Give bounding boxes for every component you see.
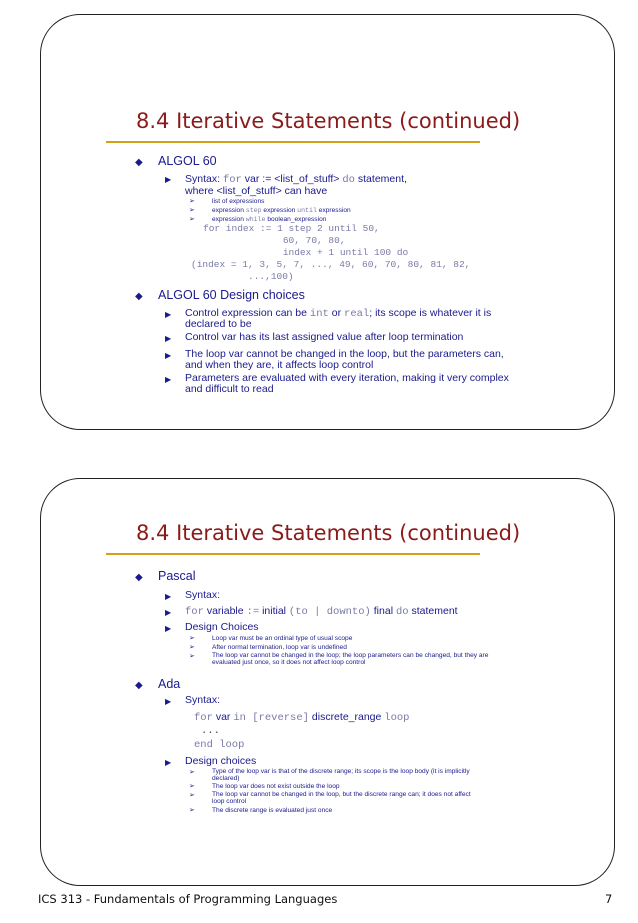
pascal-design-label: Design Choices — [185, 621, 259, 633]
arrow-bullet-icon: ▶ — [165, 310, 172, 319]
diamond-bullet-icon: ◆ — [135, 157, 143, 168]
design-choice-1: Control expression can be int or real; its scope is whatever it is — [185, 307, 492, 320]
design-choice-3-cont: and when they are, it affects loop control — [185, 359, 374, 371]
sub-item: list of expressions — [212, 198, 265, 205]
arrow-bullet-icon: ▶ — [165, 758, 172, 767]
arrow-bullet-icon: ▶ — [165, 334, 172, 343]
slide-title: 8.4 Iterative Statements (continued) — [136, 521, 521, 545]
chevron-bullet-icon: ➢ — [189, 198, 195, 205]
arrow-bullet-icon: ▶ — [165, 697, 172, 706]
arrow-bullet-icon: ▶ — [165, 592, 172, 601]
ada-syntax-line: for var in [reverse] discrete_range loop — [194, 711, 410, 724]
pascal-design-3-cont: evaluated just once, so it does not affect loop control — [212, 659, 366, 666]
chevron-bullet-icon: ➢ — [189, 644, 195, 651]
arrow-bullet-icon: ▶ — [165, 351, 172, 360]
sub-item: expression step expression until expression — [212, 207, 351, 214]
design-choice-4-cont: and difficult to read — [185, 383, 274, 395]
chevron-bullet-icon: ➢ — [189, 783, 195, 790]
pascal-design-3: The loop var cannot be changed in the loop; the loop parameters can be changed, but they are — [212, 652, 489, 659]
slide-1 — [40, 14, 615, 430]
ada-design-label: Design choices — [185, 755, 257, 767]
chevron-bullet-icon: ➢ — [189, 653, 195, 660]
ada-design-1: Type of the loop var is that of the discrete range; its scope is the loop body (it is implicitly — [212, 768, 470, 775]
chevron-bullet-icon: ➢ — [189, 807, 195, 814]
ada-design-4: The discrete range is evaluated just once — [212, 807, 333, 814]
pascal-syntax-label: Syntax: — [185, 589, 221, 601]
ada-design-1-cont: declared) — [212, 775, 240, 782]
diamond-bullet-icon: ◆ — [135, 572, 143, 583]
chevron-bullet-icon: ➢ — [189, 216, 195, 223]
design-choice-2: Control var has its last assigned value after loop termination — [185, 331, 464, 343]
design-choice-1-cont: declared to be — [185, 318, 252, 330]
ada-design-3-cont: loop control — [212, 798, 247, 805]
chevron-bullet-icon: ➢ — [189, 635, 195, 642]
ada-heading: Ada — [158, 677, 181, 691]
diamond-bullet-icon: ◆ — [135, 291, 143, 302]
algol-heading: ALGOL 60 — [158, 154, 217, 168]
title-underline — [106, 141, 480, 143]
ada-design-2: The loop var does not exist outside the loop — [212, 783, 340, 790]
arrow-bullet-icon: ▶ — [165, 624, 172, 633]
diamond-bullet-icon: ◆ — [135, 680, 143, 691]
code-block-for-loop: for index := 1 step 2 until 50, 60, 70, 80, index + 1 until 100 do — [203, 223, 409, 258]
chevron-bullet-icon: ➢ — [189, 769, 195, 776]
design-heading: ALGOL 60 Design choices — [158, 288, 305, 302]
arrow-bullet-icon: ▶ — [165, 375, 172, 384]
ada-design-3: The loop var cannot be changed in the loop, but the discrete range can; it does not affect — [212, 791, 471, 798]
ada-syntax-label: Syntax: — [185, 694, 221, 706]
sub-item: expression while boolean_expression — [212, 216, 327, 223]
pascal-design-2: After normal termination, loop var is undefined — [212, 644, 347, 651]
title-underline — [106, 553, 480, 555]
ada-end-loop: end loop — [194, 739, 245, 751]
arrow-bullet-icon: ▶ — [165, 608, 172, 617]
code-block-index-values: (index = 1, 3, 5, 7, ..., 49, 60, 70, 80, 81, 82, ...,100) — [191, 259, 471, 282]
slide-title: 8.4 Iterative Statements (continued) — [136, 109, 521, 133]
arrow-bullet-icon: ▶ — [165, 175, 172, 184]
footer-course: ICS 313 - Fundamentals of Programming Languages — [38, 892, 338, 906]
chevron-bullet-icon: ➢ — [189, 792, 195, 799]
slide-2 — [40, 478, 615, 886]
ada-ellipsis: ... — [201, 725, 220, 737]
pascal-heading: Pascal — [158, 569, 196, 583]
design-choice-3: The loop var cannot be changed in the loop, but the parameters can, — [185, 348, 504, 360]
pascal-syntax-line: for variable := initial (to | downto) final do statement — [185, 605, 458, 618]
pascal-design-1: Loop var must be an ordinal type of usual scope — [212, 635, 353, 642]
page-number: 7 — [605, 892, 613, 906]
design-choice-4: Parameters are evaluated with every iteration, making it very complex — [185, 372, 509, 384]
chevron-bullet-icon: ➢ — [189, 207, 195, 214]
syntax-line: Syntax: for var := <list_of_stuff> do statement, — [185, 173, 407, 186]
syntax-where-line: where <list_of_stuff> can have — [185, 185, 328, 197]
